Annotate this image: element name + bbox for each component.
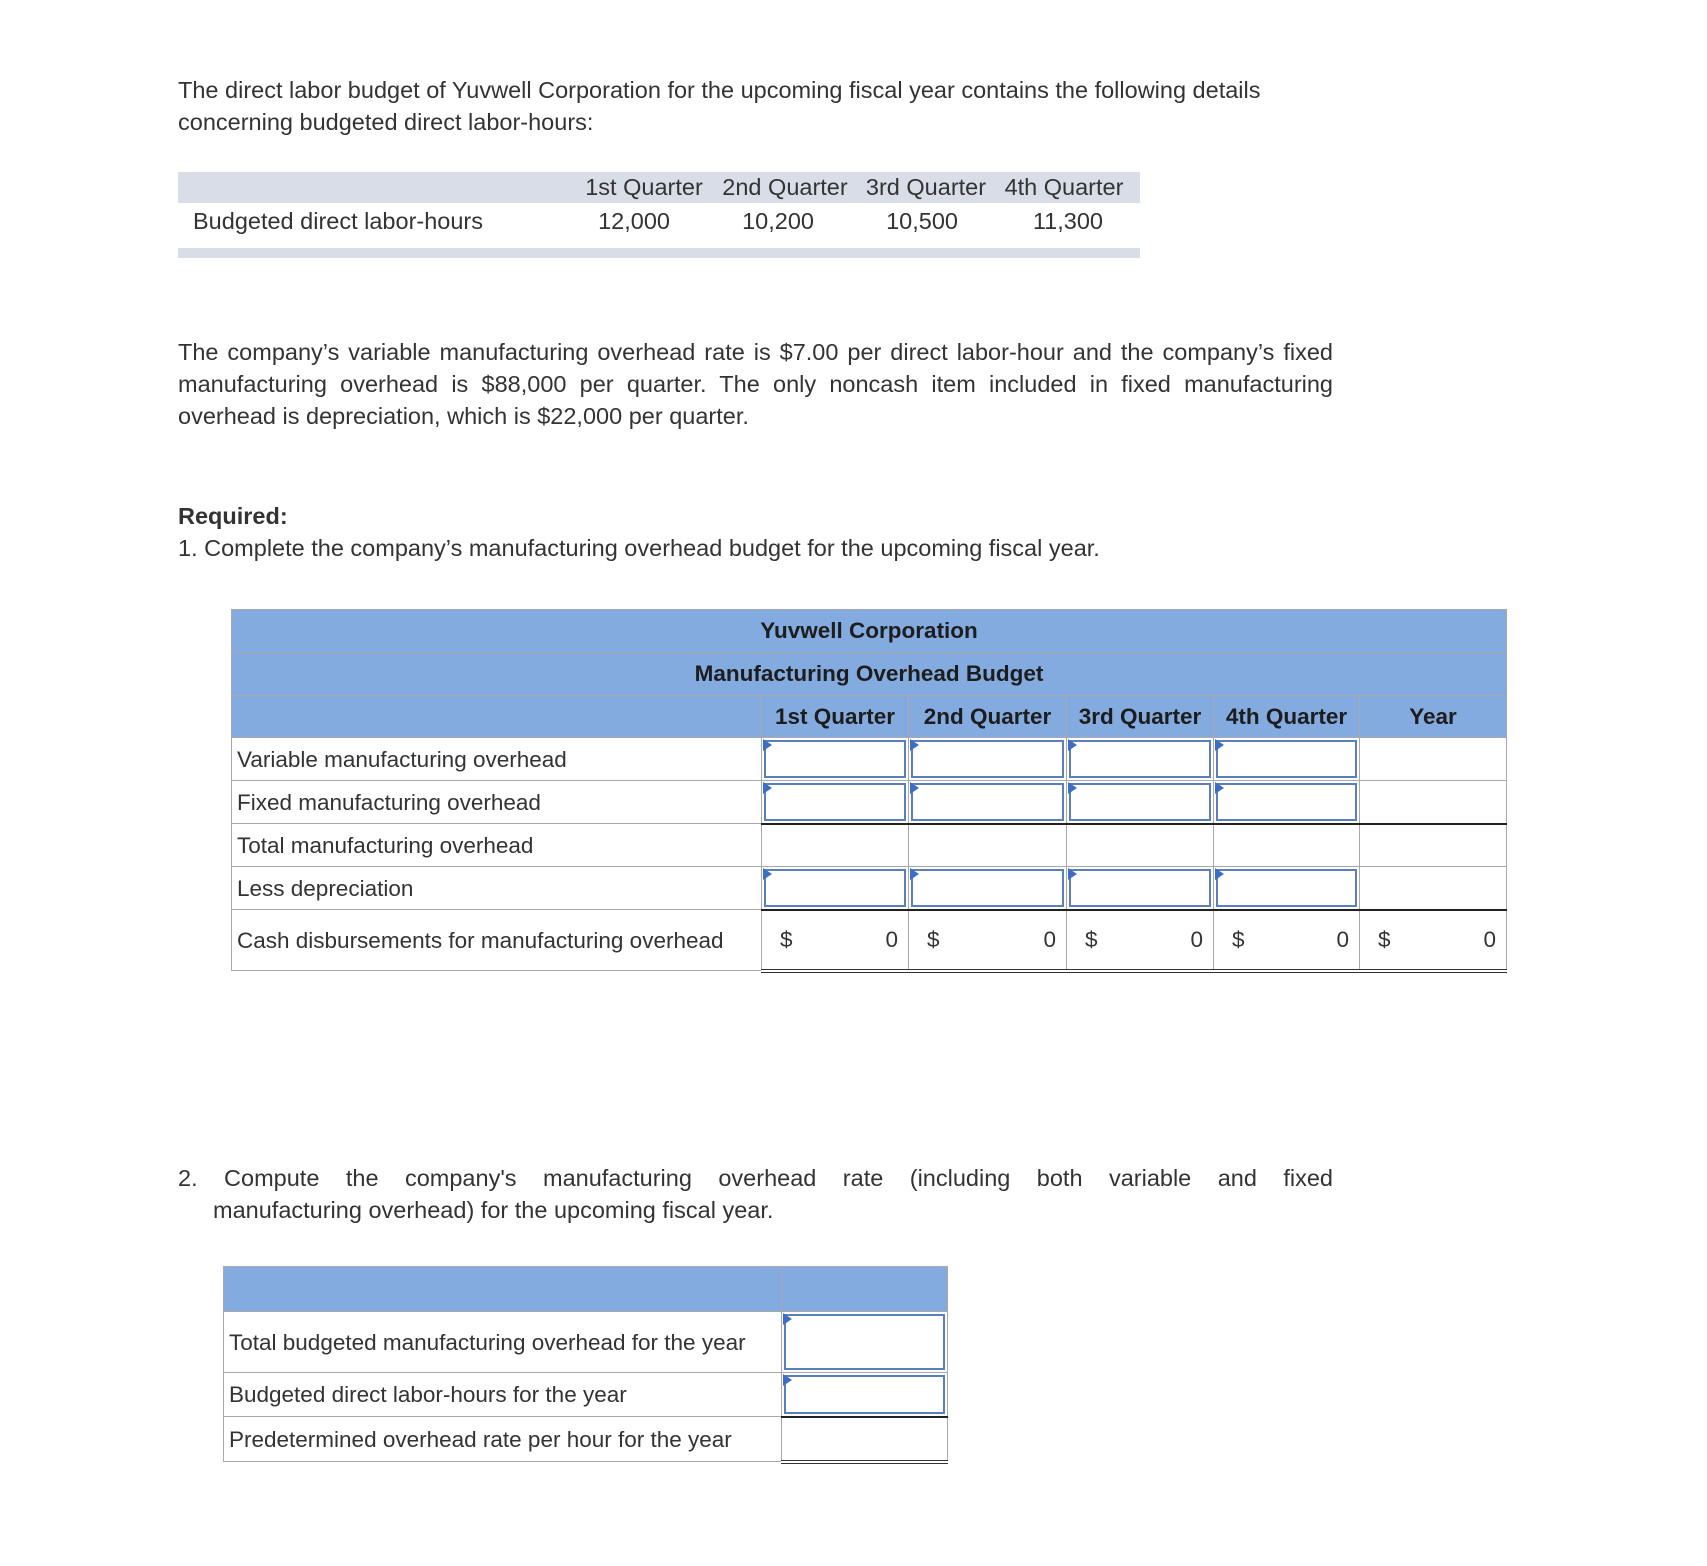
part2-line1: 2. Compute the company's manufacturing overhead rate (including both variable and fixed [178,1165,1333,1191]
input-marker-icon [783,1374,792,1386]
currency-symbol: $ [927,926,940,952]
table-row [224,1312,948,1373]
cash-value-q2: 0 [1043,926,1056,952]
cash-value-year: 0 [1483,926,1497,952]
table-row [232,910,1507,971]
input-marker-icon [1068,868,1077,880]
input-fixed-overhead-q4[interactable] [1214,781,1360,824]
row-label-total-overhead: Total manufacturing overhead [232,824,762,867]
labor-hours-row-label: Budgeted direct labor-hours [193,208,484,234]
currency-symbol: $ [1378,926,1391,952]
cell-total-overhead-year [1360,824,1507,867]
input-marker-icon [763,739,772,751]
labor-hours-value-q4: 11,300 [1032,208,1103,234]
budget-col-q2: 2nd Quarter [909,696,1067,738]
row-label-budgeted-labor-hours: Budgeted direct labor-hours for the year [224,1373,782,1417]
overhead-rate-table [223,1266,948,1464]
labor-hours-value-q3: 10,500 [886,208,958,234]
input-fixed-overhead-q3[interactable] [1067,781,1214,824]
table-row [224,1373,948,1417]
rate-header-right [782,1267,948,1312]
input-marker-icon [1215,739,1224,751]
cell-variable-overhead-year [1360,738,1507,781]
part2-line2: manufacturing overhead) for the upcoming fiscal year. [213,1197,774,1223]
input-marker-icon [910,868,919,880]
cell-cash-q1 [762,910,909,971]
overhead-budget-table [231,609,1507,973]
input-marker-icon [1215,868,1224,880]
cell-cash-q4 [1214,910,1360,971]
input-marker-icon [1215,782,1224,794]
budget-col-year: Year [1360,696,1507,738]
labor-hours-col-q1: 1st Quarter [585,174,703,200]
input-marker-icon [763,868,772,880]
input-marker-icon [910,782,919,794]
labor-hours-bottom-band [178,248,1140,258]
row-label-cash-disbursements: Cash disbursements for manufacturing overhead [232,910,762,971]
cell-total-overhead-q2 [909,824,1067,867]
cell-cash-q2 [909,910,1067,971]
table-row [232,867,1507,910]
labor-hours-value-q2: 10,200 [742,208,814,234]
input-marker-icon [1068,739,1077,751]
budget-header-blank [232,696,762,738]
table-row [232,738,1507,781]
cell-depreciation-year [1360,867,1507,910]
input-marker-icon [910,739,919,751]
currency-symbol: $ [1232,926,1245,952]
cell-total-overhead-q1 [762,824,909,867]
table-row [232,781,1507,824]
cash-value-q1: 0 [885,926,898,952]
cell-cash-year [1360,910,1507,971]
cell-predetermined-rate [782,1417,948,1462]
budget-col-q3: 3rd Quarter [1067,696,1214,738]
input-variable-overhead-q1[interactable] [762,738,909,781]
input-marker-icon [783,1313,792,1325]
currency-symbol: $ [1085,926,1098,952]
budget-col-q4: 4th Quarter [1214,696,1360,738]
budget-title: Manufacturing Overhead Budget [232,653,1507,696]
row-label-fixed-overhead: Fixed manufacturing overhead [232,781,762,824]
input-variable-overhead-q4[interactable] [1214,738,1360,781]
labor-hours-col-q2: 2nd Quarter [722,174,848,200]
rate-header-left [224,1267,782,1312]
input-marker-icon [1068,782,1077,794]
input-depreciation-q1[interactable] [762,867,909,910]
cell-fixed-overhead-year [1360,781,1507,824]
labor-hours-col-q4: 4th Quarter [1004,174,1124,200]
cash-value-q4: 0 [1336,926,1349,952]
input-depreciation-q4[interactable] [1214,867,1360,910]
input-fixed-overhead-q2[interactable] [909,781,1067,824]
overhead-info-paragraph: The company’s variable manufacturing overhead rate is $7.00 per direct labor-hour and the company’s fixed manufacturing overhead is $88,000 per quarter. The only noncash item included in fixed manufacturing overhead is depreciation, which is $22,000 per quarter. [178,339,1333,429]
intro-paragraph: The direct labor budget of Yuvwell Corporation for the upcoming fiscal year contains the following details concerning budgeted direct labor-hours: [178,77,1261,135]
cell-cash-q3 [1067,910,1214,971]
cash-value-q3: 0 [1190,926,1203,952]
input-budgeted-labor-hours[interactable] [782,1373,948,1417]
cell-total-overhead-q4 [1214,824,1360,867]
input-variable-overhead-q3[interactable] [1067,738,1214,781]
labor-hours-value-q1: 12,000 [598,208,670,234]
table-row [224,1417,948,1462]
input-variable-overhead-q2[interactable] [909,738,1067,781]
input-depreciation-q2[interactable] [909,867,1067,910]
cell-total-overhead-q3 [1067,824,1214,867]
budget-company-name: Yuvwell Corporation [232,610,1507,653]
budget-col-q1: 1st Quarter [762,696,909,738]
input-fixed-overhead-q1[interactable] [762,781,909,824]
table-row [232,824,1507,867]
row-label-total-budgeted-overhead: Total budgeted manufacturing overhead for the year [224,1312,782,1373]
part2-question [178,1162,1333,1226]
required-item-1: 1. Complete the company’s manufacturing overhead budget for the upcoming fiscal year. [178,535,1100,561]
row-label-predetermined-rate: Predetermined overhead rate per hour for the year [224,1417,782,1462]
input-marker-icon [763,782,772,794]
input-depreciation-q3[interactable] [1067,867,1214,910]
labor-hours-col-q3: 3rd Quarter [865,174,987,200]
row-label-less-depreciation: Less depreciation [232,867,762,910]
labor-hours-table [178,172,1140,258]
currency-symbol: $ [780,926,793,952]
row-label-variable-overhead: Variable manufacturing overhead [232,738,762,781]
required-heading: Required: [178,503,288,529]
input-total-budgeted-overhead[interactable] [782,1312,948,1373]
